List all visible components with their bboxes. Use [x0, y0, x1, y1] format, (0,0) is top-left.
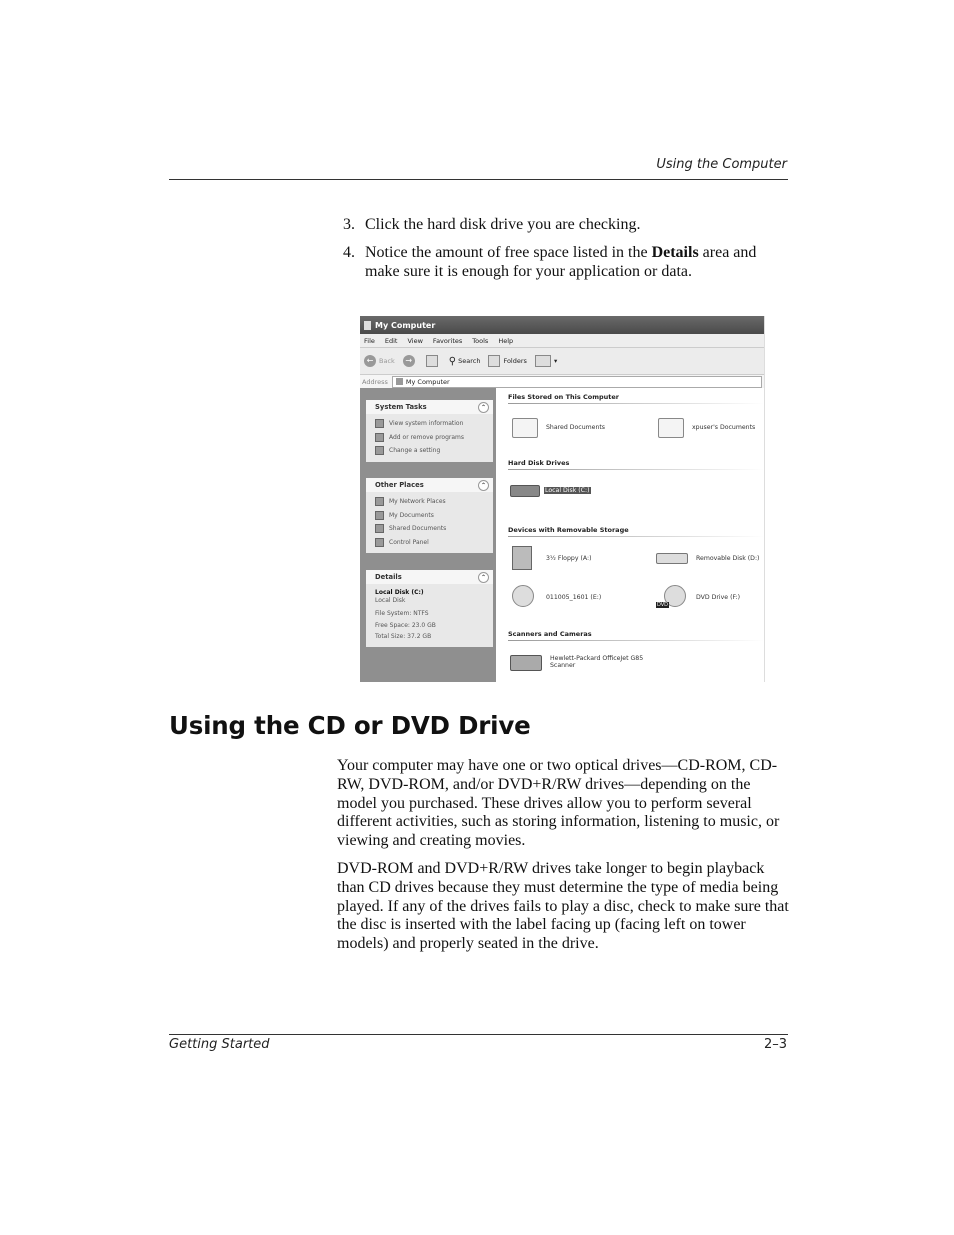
item-label: DVD Drive (F:) — [696, 593, 741, 601]
collapse-icon[interactable]: ⌃ — [478, 480, 489, 491]
up-folder-icon — [426, 355, 438, 367]
removable-disk-icon — [656, 553, 688, 564]
up-folder-button[interactable] — [426, 355, 441, 367]
header-rule — [169, 179, 788, 180]
step-text-pre: Notice the amount of free space listed in the — [365, 244, 652, 261]
panel-title: Other Places — [375, 481, 424, 489]
task-label: View system information — [389, 420, 464, 428]
page-number: 2–3 — [763, 1037, 787, 1052]
place-label: Control Panel — [389, 538, 429, 546]
scanner-name: Hewlett-Packard OfficeJet G85 — [550, 655, 644, 662]
system-tasks-panel — [366, 400, 493, 462]
item-label-selected: Local Disk (C:) — [545, 486, 590, 494]
control-panel-icon — [375, 538, 384, 547]
search-button[interactable] — [449, 356, 481, 367]
drive-item[interactable] — [656, 546, 759, 570]
task-link[interactable] — [375, 431, 489, 445]
group-divider — [508, 403, 764, 404]
panel-title: System Tasks — [375, 403, 427, 411]
item-label: 3½ Floppy (A:) — [546, 554, 592, 562]
item-label: Shared Documents — [546, 423, 606, 431]
file-item[interactable] — [512, 415, 605, 439]
programs-icon — [375, 433, 384, 442]
place-label: My Network Places — [389, 498, 446, 506]
other-places-panel — [366, 478, 493, 553]
task-label: Add or remove programs — [389, 433, 464, 441]
panel-body — [366, 584, 493, 647]
folders-button[interactable] — [488, 355, 526, 367]
info-icon — [375, 419, 384, 428]
group-header — [508, 526, 764, 537]
menu-help[interactable]: Help — [498, 336, 514, 345]
detail-type: Local Disk — [375, 597, 406, 604]
group-divider — [508, 640, 764, 641]
group-divider — [508, 536, 764, 537]
menu-tools[interactable]: Tools — [472, 336, 489, 345]
scanner-icon — [510, 655, 542, 671]
folder-icon — [512, 418, 538, 438]
forward-arrow-icon: → — [403, 355, 415, 367]
panel-title: Details — [375, 573, 402, 581]
back-arrow-icon: ← — [364, 355, 376, 367]
detail-file-system: File System: NTFS — [375, 610, 429, 617]
my-computer-screenshot — [360, 316, 765, 682]
settings-icon — [375, 446, 384, 455]
folders-icon — [488, 355, 500, 367]
step-text-bold: Details — [651, 244, 699, 261]
detail-total-size: Total Size: 37.2 GB — [375, 633, 432, 640]
file-item[interactable] — [658, 415, 755, 439]
running-header: Using the Computer — [656, 157, 787, 172]
menu-bar — [360, 334, 764, 348]
group-divider — [508, 469, 764, 470]
collapse-icon[interactable]: ⌃ — [478, 402, 489, 413]
panel-body — [366, 492, 493, 553]
menu-edit[interactable]: Edit — [384, 336, 398, 345]
body-paragraph: Your computer may have one or two optical drives—CD-ROM, CD-RW, DVD-ROM, and/or DVD+R/RW drives—depending on the model you purchased. These drives allow you to perform several different activities, such as storing information, listening to music, or viewing and creating movies. — [337, 757, 780, 850]
file-view — [496, 388, 764, 682]
toolbar — [360, 348, 764, 375]
drive-item[interactable] — [656, 585, 740, 609]
step-text-post: area and make sure it is enough for your application or data. — [365, 244, 757, 280]
place-label: My Documents — [389, 511, 434, 519]
address-field[interactable] — [392, 376, 762, 388]
details-panel — [366, 570, 493, 647]
cd-drive-icon — [512, 585, 534, 607]
chevron-down-icon: ▾ — [553, 357, 558, 365]
task-label: Change a setting — [389, 447, 441, 455]
task-link[interactable] — [375, 444, 489, 458]
place-link[interactable] — [375, 509, 489, 523]
step-number: 3. — [343, 216, 355, 233]
detail-name: Local Disk (C:) — [375, 589, 424, 596]
section-heading: Using the CD or DVD Drive — [169, 711, 531, 740]
step-item — [343, 215, 793, 234]
place-link[interactable] — [375, 536, 489, 550]
computer-icon — [364, 321, 371, 330]
group-title: Devices with Removable Storage — [508, 526, 629, 534]
menu-favorites[interactable]: Favorites — [432, 336, 463, 345]
step-item — [343, 243, 793, 281]
drive-item[interactable] — [510, 478, 591, 502]
collapse-icon[interactable]: ⌃ — [478, 572, 489, 583]
item-label: 011005_1601 (E:) — [546, 593, 602, 601]
panel-header[interactable] — [366, 400, 493, 414]
drive-item[interactable] — [512, 585, 601, 609]
step-number: 4. — [343, 244, 355, 261]
documents-icon — [375, 511, 384, 520]
footer-rule — [169, 1034, 788, 1035]
drive-item[interactable] — [512, 546, 592, 570]
panel-body — [366, 414, 493, 462]
place-link[interactable] — [375, 522, 489, 536]
place-label: Shared Documents — [389, 525, 447, 533]
folder-icon — [658, 418, 684, 438]
task-pane — [360, 388, 496, 682]
folders-label: Folders — [503, 357, 527, 365]
panel-header[interactable] — [366, 478, 493, 492]
group-title: Files Stored on This Computer — [508, 393, 620, 401]
detail-free-space: Free Space: 23.0 GB — [375, 621, 436, 629]
back-button[interactable] — [364, 355, 395, 367]
search-icon: ⚲ — [448, 355, 457, 367]
item-label: Removable Disk (D:) — [696, 554, 760, 562]
step-text: Click the hard disk drive you are checking. — [365, 216, 641, 233]
group-title: Hard Disk Drives — [508, 459, 570, 467]
item-label — [550, 655, 643, 669]
address-value: My Computer — [405, 377, 450, 386]
forward-button[interactable] — [403, 355, 418, 367]
device-item[interactable] — [510, 650, 643, 674]
body-paragraph: DVD-ROM and DVD+R/RW drives take longer to begin playback than CD drives because they must determine the type of media being played. If any of the drives fails to play a disc, check to make sure that the disc is inserted with the label facing up (facing left on tower models) and properly seated in the drive. — [337, 859, 789, 953]
group-title: Scanners and Cameras — [508, 630, 592, 638]
group-header — [508, 630, 764, 641]
scanner-type: Scanner — [550, 662, 576, 669]
menu-file[interactable]: File — [364, 336, 375, 345]
menu-view[interactable]: View — [407, 336, 423, 345]
views-icon — [535, 355, 551, 367]
address-label: Address — [362, 377, 388, 386]
step-list — [343, 215, 793, 290]
floppy-icon — [512, 546, 532, 570]
group-header — [508, 459, 764, 470]
group-header — [508, 393, 764, 404]
window-title: My Computer — [375, 320, 436, 330]
back-label: Back — [379, 357, 395, 365]
network-icon — [375, 497, 384, 506]
panel-header[interactable] — [366, 570, 493, 584]
views-button[interactable] — [535, 355, 557, 367]
shared-folder-icon — [375, 524, 384, 533]
footer-title: Getting Started — [169, 1037, 270, 1052]
computer-icon — [396, 378, 403, 385]
dvd-badge: DVD — [657, 602, 669, 608]
window-titlebar — [360, 316, 764, 334]
place-link[interactable] — [375, 495, 489, 509]
address-bar — [360, 375, 764, 389]
hard-disk-icon — [510, 485, 540, 497]
task-link[interactable] — [375, 417, 489, 431]
item-label: xpuser's Documents — [692, 423, 756, 431]
search-label: Search — [458, 357, 481, 365]
section-body — [337, 757, 789, 963]
